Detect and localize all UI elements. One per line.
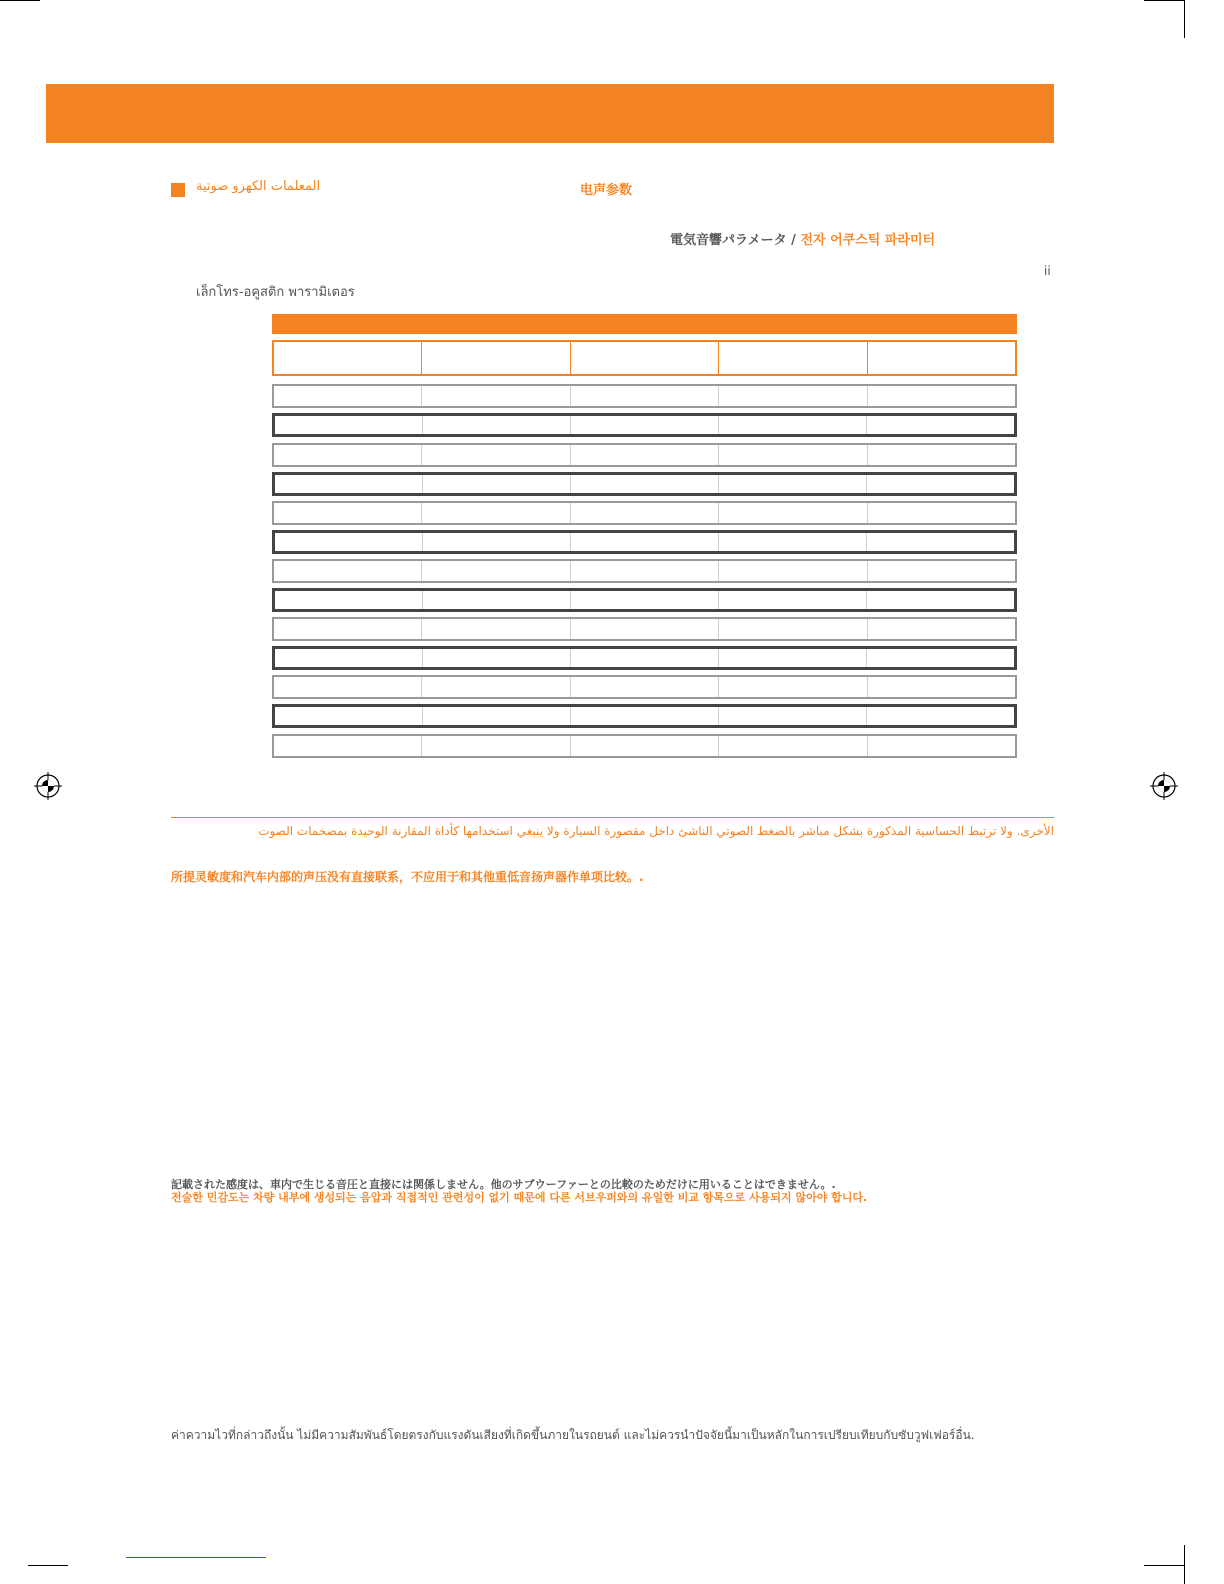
table-header-cell — [421, 342, 569, 374]
table-row — [272, 734, 1017, 758]
table-cell — [570, 475, 718, 493]
table-header-cell — [570, 342, 718, 374]
table-cell — [718, 416, 866, 434]
note-arabic: الأخرى. ولا ترتبط الحساسية المذكورة بشكل مباشر بالضغط الصوتي الناشئ داخل مقصورة السيارة ولا ينبغي استخدامها كأداة المقارنة الوحيدة بمضخمات الصوت — [258, 824, 1054, 838]
table-cell — [866, 707, 1014, 725]
header-banner — [46, 84, 1054, 143]
table-cell — [866, 416, 1014, 434]
table-cell — [422, 649, 570, 667]
table-cell — [570, 561, 718, 581]
table-cell — [275, 416, 422, 434]
table-cell — [274, 561, 421, 581]
table-cell — [421, 619, 569, 639]
table-cell — [421, 677, 569, 697]
table-header-cell — [867, 342, 1015, 374]
table-row — [272, 472, 1017, 496]
table-cell — [718, 677, 866, 697]
table-cell — [570, 707, 718, 725]
table-cell — [274, 677, 421, 697]
table-cell — [274, 445, 421, 465]
table-row — [272, 646, 1017, 670]
note-chinese: 所提灵敏度和汽车内部的声压没有直接联系，不应用于和其他重低音扬声器作单项比较。. — [171, 870, 644, 884]
table-cell — [866, 533, 1014, 551]
table-header-row — [272, 340, 1017, 376]
table-row — [272, 501, 1017, 525]
table-cell — [422, 591, 570, 609]
table-cell — [718, 649, 866, 667]
note-thai: ค่าความไวที่กล่าวถึงนั้น ไม่มีความสัมพันธ์โดยตรงกับแรงดันเสียงที่เกิดขึ้นภายในรถยนต์ และไม่ควรนำปัจจัยนี้มาเป็นหลักในการเปรียบเทียบกับซับวูฟเฟอร์อื่น. — [171, 1428, 975, 1442]
table-cell — [718, 736, 866, 756]
table-title-bar — [272, 314, 1017, 334]
table-cell — [718, 591, 866, 609]
table-cell — [422, 416, 570, 434]
table-cell — [274, 386, 421, 406]
table-row — [272, 384, 1017, 408]
table-cell — [274, 736, 421, 756]
section-title-arabic: المعلمات الكهرو صوتية — [196, 179, 321, 194]
crop-mark — [0, 0, 40, 1]
table-cell — [867, 445, 1015, 465]
table-cell — [570, 503, 718, 523]
table-cell — [421, 561, 569, 581]
table-cell — [421, 736, 569, 756]
crop-mark — [1184, 0, 1185, 38]
table-cell — [275, 591, 422, 609]
table-cell — [718, 533, 866, 551]
table-cell — [866, 475, 1014, 493]
table-cell — [570, 736, 718, 756]
registration-mark-icon — [34, 772, 62, 800]
table-cell — [421, 386, 569, 406]
table-cell — [570, 591, 718, 609]
section-title-japanese-korean — [670, 229, 935, 248]
table-row — [272, 617, 1017, 641]
section-title-thai: เล็กโทร-อคูสติก พารามิเตอร — [196, 285, 355, 300]
section-title-japanese: 電気音響パラメータ — [670, 233, 787, 248]
table-row — [272, 588, 1017, 612]
registration-mark-icon — [1150, 772, 1178, 800]
table-cell — [275, 649, 422, 667]
table-cell — [275, 707, 422, 725]
table-cell — [866, 591, 1014, 609]
table-cell — [422, 533, 570, 551]
table-cell — [867, 503, 1015, 523]
table-cell — [718, 707, 866, 725]
table-cell — [570, 416, 718, 434]
section-title-chinese: 电声参数 — [580, 183, 633, 198]
note-japanese: 記載された感度は、車内で生じる音圧と直接には関係しません。他のサブウーファーとの比較のためだけに用いることはできません。. — [171, 1178, 836, 1191]
table-header-cell — [718, 342, 866, 374]
table-cell — [275, 533, 422, 551]
crop-mark — [1184, 1545, 1185, 1584]
table-cell — [570, 533, 718, 551]
section-bullet — [171, 183, 185, 197]
section-title-korean: 전자 어쿠스틱 파라미터 — [800, 233, 936, 248]
crop-mark — [1144, 1565, 1184, 1566]
table-cell — [867, 561, 1015, 581]
crop-mark — [28, 1565, 68, 1566]
table-row — [272, 704, 1017, 728]
crop-mark — [1144, 0, 1184, 1]
table-cell — [570, 445, 718, 465]
table-cell — [718, 445, 866, 465]
table-cell — [274, 503, 421, 523]
table-cell — [866, 649, 1014, 667]
table-cell — [570, 649, 718, 667]
table-row — [272, 675, 1017, 699]
table-cell — [570, 619, 718, 639]
table-cell — [421, 503, 569, 523]
table-cell — [867, 736, 1015, 756]
table-cell — [422, 475, 570, 493]
side-mark: ii — [1044, 264, 1051, 278]
title-separator: / — [786, 233, 801, 248]
table-row — [272, 530, 1017, 554]
table-cell — [570, 386, 718, 406]
table-cell — [422, 707, 570, 725]
table-header-cell — [274, 342, 421, 374]
table-cell — [867, 386, 1015, 406]
table-cell — [718, 475, 866, 493]
table-row — [272, 443, 1017, 467]
table-cell — [867, 677, 1015, 697]
divider — [171, 817, 1054, 818]
table-cell — [421, 445, 569, 465]
table-row — [272, 559, 1017, 583]
table-cell — [274, 619, 421, 639]
table-cell — [718, 503, 866, 523]
table-cell — [718, 561, 866, 581]
table-cell — [718, 619, 866, 639]
table-cell — [867, 619, 1015, 639]
table-row — [272, 413, 1017, 437]
footer-line — [126, 1557, 266, 1558]
note-korean: 전술한 민감도는 차량 내부에 생성되는 음압과 직접적인 관련성이 없기 때문에 다른 서브우퍼와의 유일한 비교 항목으로 사용되지 않아야 합니다. — [171, 1191, 868, 1204]
table-cell — [718, 386, 866, 406]
table-cell — [570, 677, 718, 697]
table-cell — [275, 475, 422, 493]
